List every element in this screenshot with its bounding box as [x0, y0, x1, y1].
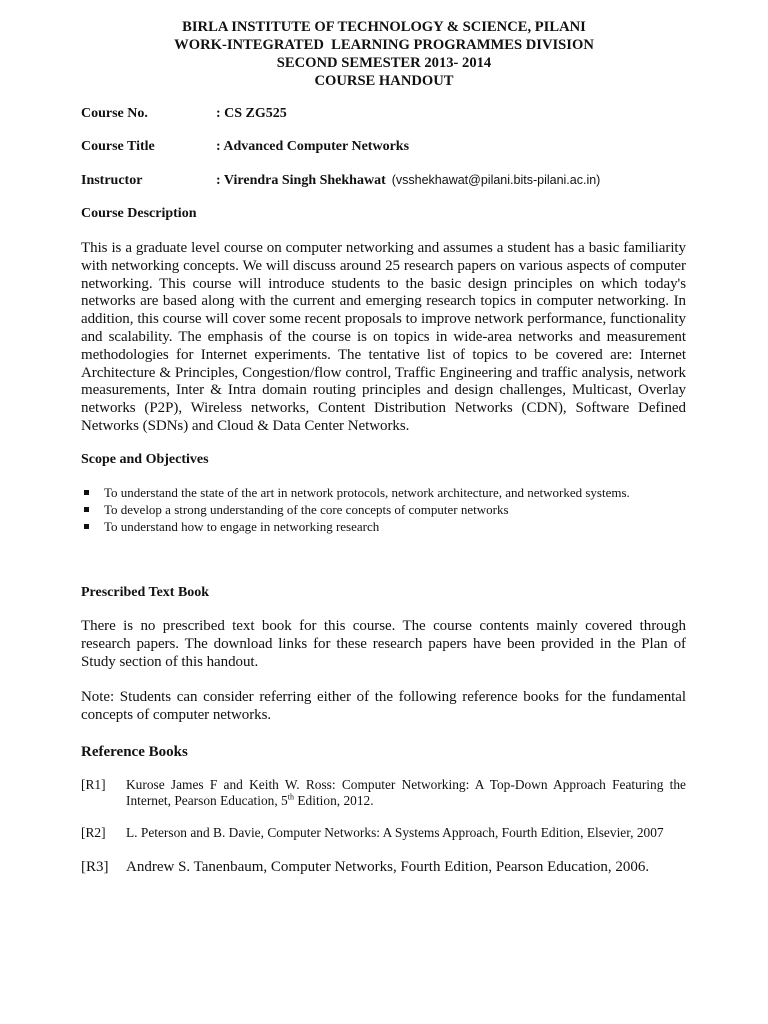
- reference-r2: [81, 825, 686, 841]
- reference-tag: [R2]: [81, 825, 106, 840]
- reference-books-heading: Reference Books: [81, 744, 188, 760]
- course-title-label: Course Title: [81, 139, 155, 154]
- objectives-list: [81, 484, 701, 535]
- course-no-row: [81, 105, 287, 123]
- institute-name: BIRLA INSTITUTE OF TECHNOLOGY & SCIENCE, PILANI: [182, 19, 586, 35]
- reference-r1: [81, 777, 686, 809]
- reference-r3: [81, 858, 686, 876]
- reference-text-part: Kurose James F and Keith W. Ross: Computer Networking: A Top-Down Approach Featuring the Internet, Pearson Education, 5: [126, 777, 686, 808]
- course-title-row: [81, 138, 409, 156]
- course-description-text: This is a graduate level course on computer networking and assumes a student has a basic familiarity with networking concepts. We will discuss around 25 research papers on various aspects of computer networking. This course will introduce students to the basic design principles on which today's networks are based along with the current and emerging research topics in computer networking. In addition, this course will cover some recent proposals to improve network performance, functionality and scalability. The emphasis of the course is on topics in wide-area networks and measurement methodologies for Internet experiments. The tentative list of topics to be covered are: Internet Architecture & Principles, Congestion/flow control, Traffic Engineering and traffic analysis, network measurements, Inter & Intra domain routing principles and design challenges, Multicast, Overlay networks (P2P), Wireless networks, Content Distribution Networks (CDN), Software Defined Networks (SDNs) and Cloud & Data Center Networks.: [81, 240, 686, 434]
- superscript: th: [287, 792, 294, 802]
- list-item: [81, 518, 701, 535]
- list-item: [81, 484, 701, 501]
- semester-line: SECOND SEMESTER 2013- 2014: [276, 55, 492, 71]
- bullet-square-icon: [84, 507, 89, 512]
- instructor-label: Instructor: [81, 173, 143, 188]
- list-item: [81, 501, 701, 518]
- reference-tag: [R1]: [81, 777, 106, 792]
- objective-text: To develop a strong understanding of the core concepts of computer networks: [104, 502, 509, 517]
- objective-text: To understand how to engage in networking research: [104, 519, 380, 534]
- handout-title: COURSE HANDOUT: [314, 73, 454, 89]
- reference-tag: [R3]: [81, 859, 109, 875]
- instructor-row: [81, 171, 600, 190]
- bullet-square-icon: [84, 490, 89, 495]
- objective-text: To understand the state of the art in network protocols, network architecture, and networked systems.: [104, 485, 630, 500]
- course-title-value: : Advanced Computer Networks: [216, 139, 410, 154]
- division-name: WORK-INTEGRATED LEARNING PROGRAMMES DIVISION: [174, 37, 594, 53]
- course-no-value: : CS ZG525: [216, 106, 287, 121]
- scope-objectives-heading: Scope and Objectives: [81, 452, 209, 467]
- course-description-heading: Course Description: [81, 206, 197, 221]
- reference-text-part: Edition, 2012.: [294, 793, 374, 808]
- reference-text: L. Peterson and B. Davie, Computer Networks: A Systems Approach, Fourth Edition, Elsevier, 2007: [126, 825, 664, 840]
- bullet-square-icon: [84, 524, 89, 529]
- prescribed-text-book-text: There is no prescribed text book for this course. The course contents mainly covered through research papers. The download links for these research papers have been provided in the Plan of Study section of this handout.: [81, 618, 686, 670]
- course-no-label: Course No.: [81, 106, 148, 121]
- reference-note-text: Note: Students can consider referring either of the following reference books for the fundamental concepts of computer networks.: [81, 689, 686, 723]
- prescribed-text-book-heading: Prescribed Text Book: [81, 585, 210, 600]
- instructor-email: (vsshekhawat@pilani.bits-pilani.ac.in): [391, 173, 601, 187]
- reference-text: [126, 777, 686, 809]
- instructor-name: : Virendra Singh Shekhawat: [216, 173, 386, 188]
- reference-text: Andrew S. Tanenbaum, Computer Networks, Fourth Edition, Pearson Education, 2006.: [126, 859, 650, 875]
- document-header: [0, 18, 768, 90]
